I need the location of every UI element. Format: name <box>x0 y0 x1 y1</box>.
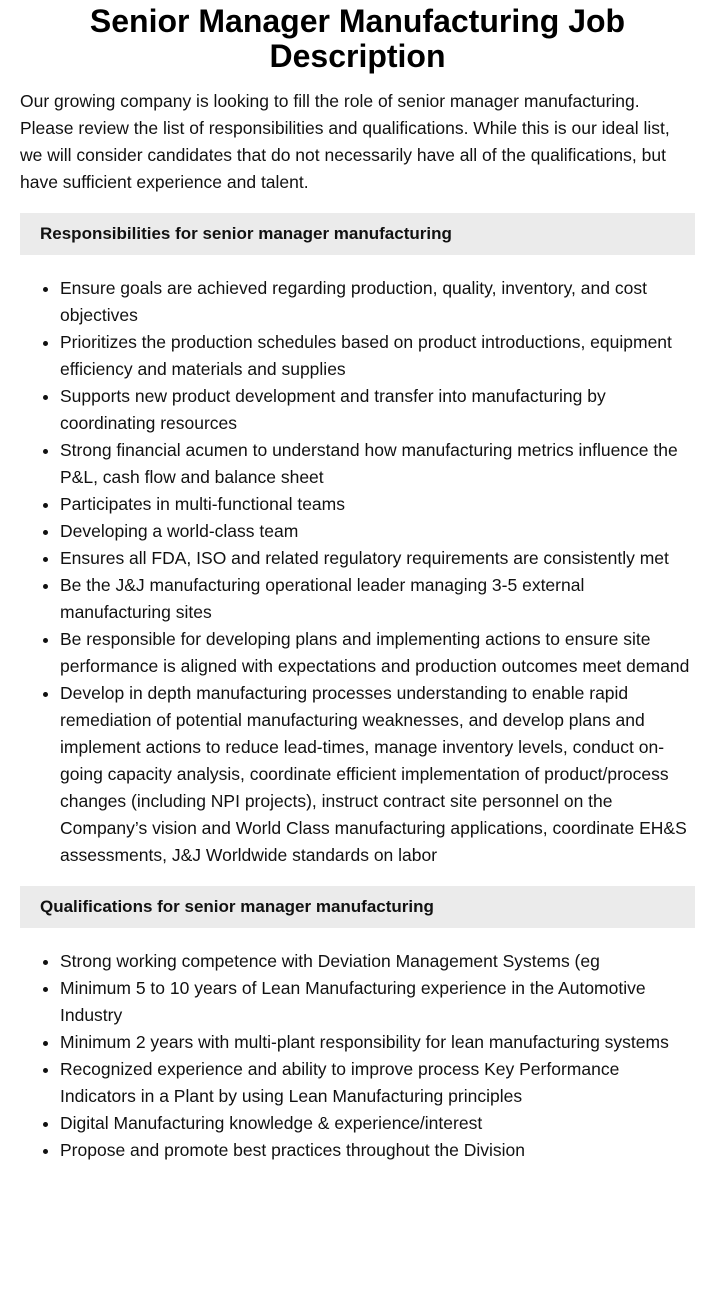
list-item: • Strong working competence with Deviation Management Systems (eg <box>60 948 695 975</box>
list-item: • Develop in depth manufacturing processes understanding to enable rapid remediation of potential manufacturing weaknesses, and develop plans and implement actions to reduce lead-times, manage inventory levels, conduct on-going capacity analysis, coordinate efficient implementation of product/process changes (including NPI projects), instruct contract site personnel on the Company’s vision and World Class manufacturing applications, coordinate EH&S assessments, J&J Worldwide standards on labor <box>60 680 695 869</box>
list-item: • Propose and promote best practices throughout the Division <box>60 1137 695 1164</box>
qualifications-list <box>20 948 695 1164</box>
list-item: • Developing a world-class team <box>60 518 695 545</box>
list-item: • Participates in multi-functional teams <box>60 491 695 518</box>
intro-paragraph: Our growing company is looking to fill the role of senior manager manufacturing. Please review the list of responsibilities and qualifications. While this is our ideal list, we will consider candidates that do not necessarily have all of the qualifications, but have sufficient experience and talent. <box>20 91 670 192</box>
qualifications-heading: Qualifications for senior manager manufacturing <box>20 886 695 928</box>
list-item: • Minimum 2 years with multi-plant responsibility for lean manufacturing systems <box>60 1029 695 1056</box>
list-item: • Prioritizes the production schedules based on product introductions, equipment efficiency and materials and supplies <box>60 329 695 383</box>
list-item: • Strong financial acumen to understand how manufacturing metrics influence the P&L, cash flow and balance sheet <box>60 437 695 491</box>
list-item: • Ensures all FDA, ISO and related regulatory requirements are consistently met <box>60 545 695 572</box>
list-item: • Minimum 5 to 10 years of Lean Manufacturing experience in the Automotive Industry <box>60 975 695 1029</box>
list-item: • Recognized experience and ability to improve process Key Performance Indicators in a Plant by using Lean Manufacturing principles <box>60 1056 695 1110</box>
list-item: • Digital Manufacturing knowledge & experience/interest <box>60 1110 695 1137</box>
responsibilities-heading: Responsibilities for senior manager manufacturing <box>20 213 695 255</box>
list-item: • Supports new product development and transfer into manufacturing by coordinating resources <box>60 383 695 437</box>
list-item: • Be responsible for developing plans and implementing actions to ensure site performance is aligned with expectations and production outcomes meet demand <box>60 626 695 680</box>
list-item: • Be the J&J manufacturing operational leader managing 3-5 external manufacturing sites <box>60 572 695 626</box>
responsibilities-list <box>20 275 695 869</box>
page-title: Senior Manager Manufacturing Job Description <box>89 3 626 74</box>
list-item: • Ensure goals are achieved regarding production, quality, inventory, and cost objectives <box>60 275 695 329</box>
